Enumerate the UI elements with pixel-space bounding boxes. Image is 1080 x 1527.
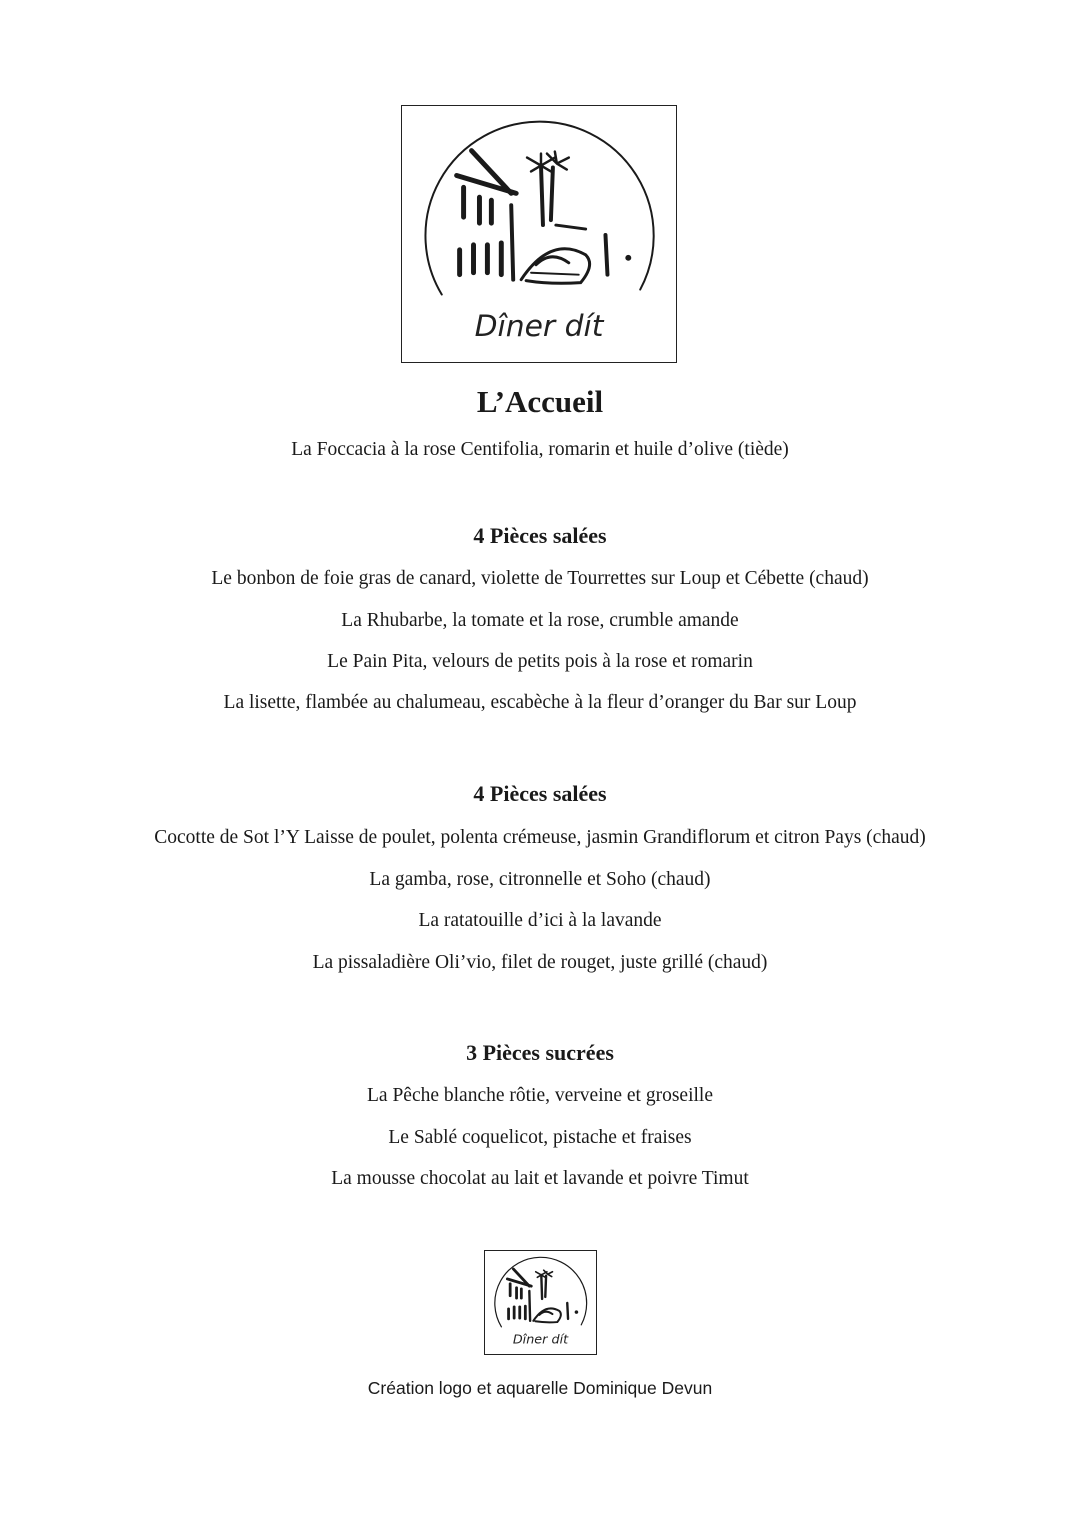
section-heading: 3 Pièces sucrées <box>466 1040 614 1065</box>
menu-item: Cocotte de Sot l’Y Laisse de poulet, polenta crémeuse, jasmin Grandiflorum et citron Pays (chaud) <box>154 827 926 848</box>
page-title: L’Accueil <box>476 384 604 419</box>
menu-item: La mousse chocolat au lait et lavande et poivre Timut <box>331 1168 749 1189</box>
menu-item: Le Sablé coquelicot, pistache et fraises <box>388 1127 692 1148</box>
menu-item: La lisette, flambée au chalumeau, escabèche à la fleur d’oranger du Bar sur Loup <box>223 692 857 713</box>
menu-item: La pissaladière Oli’vio, filet de rouget, juste grillé (chaud) <box>312 952 768 973</box>
logo-large <box>401 105 677 363</box>
menu-item: Le Pain Pita, velours de petits pois à la rose et romarin <box>327 651 753 672</box>
section-heading: 4 Pièces salées <box>473 781 607 806</box>
diner-dit-logo-drawing <box>402 106 676 362</box>
diner-dit-logo-drawing-small <box>485 1251 596 1354</box>
logo-name-text-small: Dîner dít <box>512 1332 569 1348</box>
menu-item: La gamba, rose, citronnelle et Soho (chaud) <box>369 869 711 890</box>
logo-name-text: Dîner dít <box>474 309 604 345</box>
menu-item: Le bonbon de foie gras de canard, violette de Tourrettes sur Loup et Cébette (chaud) <box>211 568 869 589</box>
credit-text: Création logo et aquarelle Dominique Devun <box>367 1378 713 1398</box>
menu-item: La Rhubarbe, la tomate et la rose, crumble amande <box>341 610 739 631</box>
welcome-item: La Foccacia à la rose Centifolia, romarin et huile d’olive (tiède) <box>291 439 789 460</box>
menu-item: La ratatouille d’ici à la lavande <box>418 910 662 931</box>
menu-item: La Pêche blanche rôtie, verveine et groseille <box>367 1085 713 1106</box>
section-heading: 4 Pièces salées <box>473 523 607 548</box>
logo-small <box>484 1250 597 1355</box>
